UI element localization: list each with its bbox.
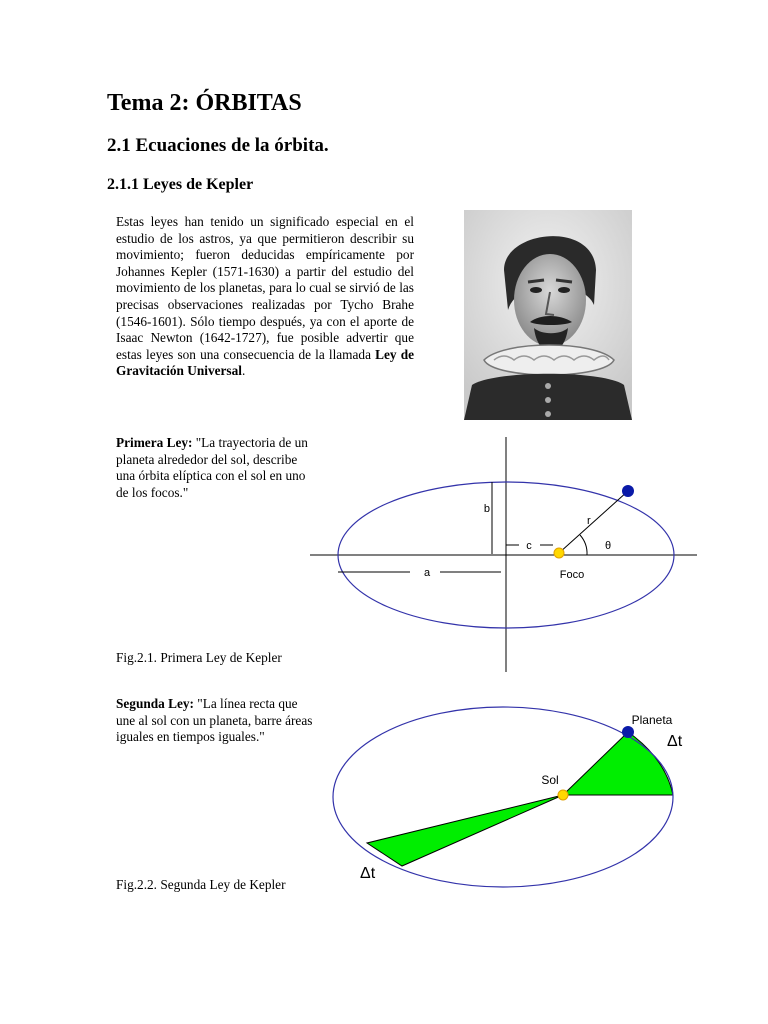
intro-paragraph	[116, 214, 414, 380]
intro-bold-term: Ley de Gravitación Universal	[116, 346, 414, 379]
planet-2	[622, 726, 634, 738]
second-law-label: Segunda Ley:	[116, 696, 194, 711]
label-sun: Sol	[541, 773, 559, 787]
figure-2-1-caption: Fig.2.1. Primera Ley de Kepler	[116, 650, 282, 665]
label-focus: Foco	[559, 569, 585, 581]
swept-area-far	[367, 795, 563, 866]
swept-area-near	[563, 732, 673, 795]
first-law-label: Primera Ley:	[116, 435, 193, 450]
second-law-statement: "La línea recta que une al sol con un planeta, barre áreas iguales en tiempos iguales."	[116, 696, 313, 745]
label-planet: Planeta	[631, 713, 673, 727]
intro-text-end: .	[241, 363, 246, 379]
second-law-diagram	[330, 690, 700, 905]
label-a: a	[423, 567, 431, 579]
kepler-portrait	[464, 210, 632, 420]
planet	[622, 485, 634, 497]
label-b: b	[483, 503, 490, 515]
label-r: r	[587, 515, 591, 527]
second-law-text	[116, 696, 316, 746]
sun-focus	[554, 548, 564, 558]
first-law-text	[116, 435, 308, 501]
first-law-diagram	[305, 432, 705, 677]
radius-line	[559, 491, 628, 553]
label-delta-t-bottom: Δt	[360, 865, 376, 882]
label-delta-t-top: Δt	[667, 733, 683, 750]
label-c: c	[526, 540, 532, 552]
intro-text: Estas leyes han tenido un significado especial en el estudio de los astros, ya que permitieron describir su movimiento; fueron deducidas empíricamente por Johannes Kepler (1571-1630) a partir del estudio del movimiento de los planetas, para lo cual se sirvió de las precisas observaciones realizadas por Tycho Brahe (1546-1601). Sólo tiempo después, ya con el aporte de Isaac Newton (1642-1727), fue posible advertir que estas leyes son una consecuencia de la llamada	[116, 214, 414, 362]
first-law-statement: "La trayectoria de un planeta alrededor del sol, describe una órbita elíptica con el sol en uno de los focos."	[116, 435, 308, 500]
orbit-ellipse-2	[333, 707, 673, 887]
page-title: Tema 2: ÓRBITAS	[107, 90, 302, 116]
subsection-heading: 2.1.1 Leyes de Kepler	[107, 176, 254, 193]
figure-2-2-caption: Fig.2.2. Segunda Ley de Kepler	[116, 877, 286, 892]
section-heading: 2.1 Ecuaciones de la órbita.	[107, 135, 329, 156]
label-theta: θ	[605, 540, 612, 552]
sun	[558, 790, 568, 800]
